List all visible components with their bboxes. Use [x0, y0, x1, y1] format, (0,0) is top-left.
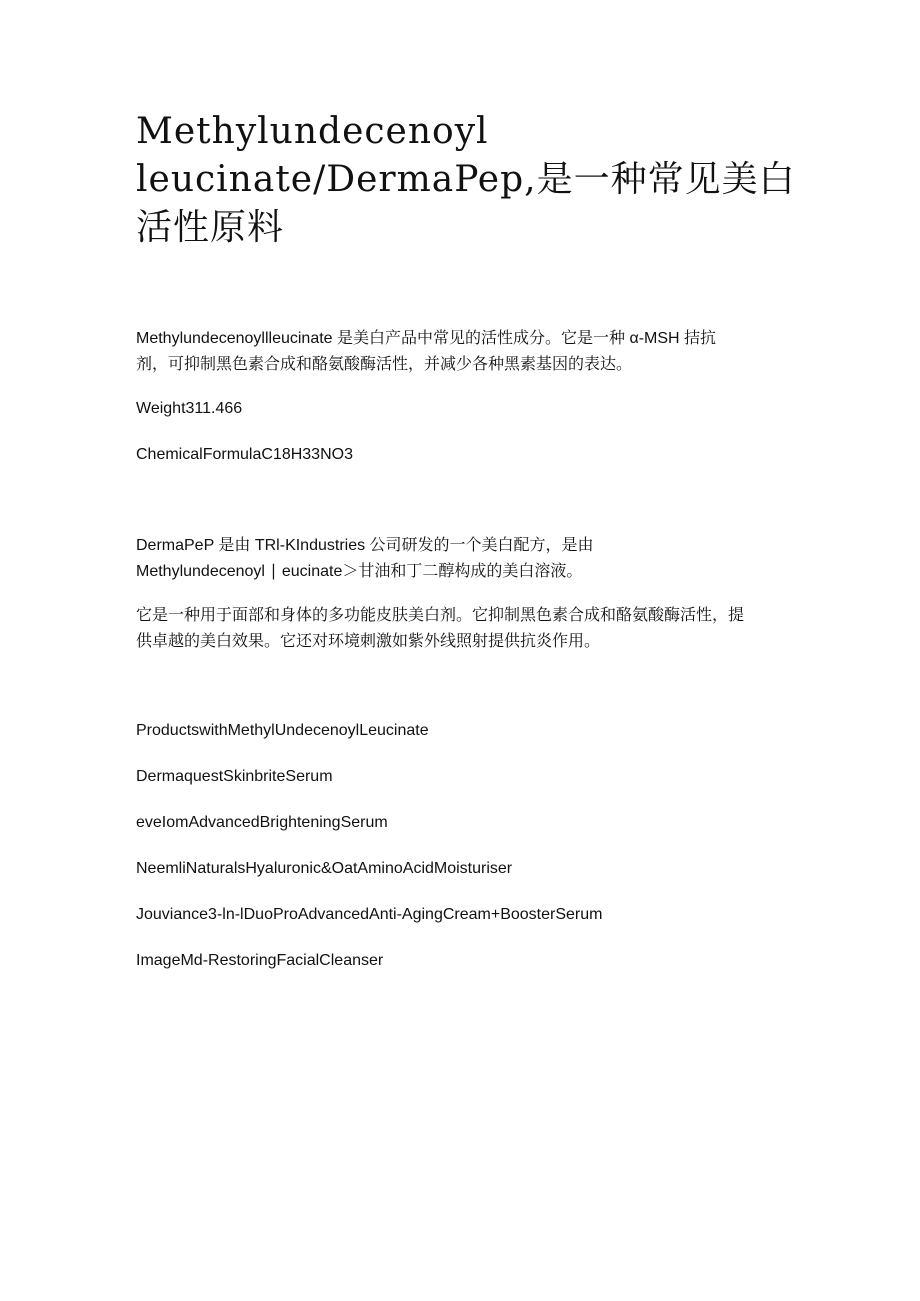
description-line-1: 它是一种用于面部和身体的多功能皮肤美白剂。它抑制黑色素合成和酪氨酸酶活性，提	[136, 607, 745, 624]
title-line-2: leucinate/DermaPep,是一种常见美白	[136, 159, 796, 200]
title-line-3: 活性原料	[136, 207, 285, 248]
intro-line-1: Methylundecenoyllleucinate 是美白产品中常见的活性成分。它是一种 α-MSH 拮抗	[136, 330, 717, 347]
products-heading: ProductswithMethylUndecenoylLeucinate	[136, 722, 429, 739]
dermapep-line-1: DermaPeP 是由 TRl-KIndustries 公司研发的一个美白配方，是由	[136, 537, 594, 554]
intro-paragraph	[136, 326, 716, 378]
product-item: eveIomAdvancedBrighteningSerum	[136, 814, 388, 831]
page-title	[136, 108, 796, 252]
title-line-1: Methylundecenoyl	[136, 111, 489, 152]
dermapep-line-2: Methylundecenoyl ∣ eucinate＞甘油和丁二醇构成的美白溶液。	[136, 563, 583, 580]
dermapep-paragraph	[136, 533, 594, 585]
product-item: Jouviance3-ln-lDuoProAdvancedAnti-AgingCream+BoosterSerum	[136, 906, 603, 923]
chemical-formula: ChemicalFormulaC18H33NO3	[136, 446, 353, 463]
product-item: ImageMd-RestoringFacialCleanser	[136, 952, 384, 969]
product-item: DermaquestSkinbriteSerum	[136, 768, 333, 785]
description-paragraph	[136, 603, 744, 655]
product-item: NeemliNaturalsHyaluronic&OatAminoAcidMoisturiser	[136, 860, 513, 877]
molecular-weight: Weight311.466	[136, 400, 243, 417]
intro-line-2: 剂，可抑制黑色素合成和酪氨酸酶活性，并减少各种黑素基因的表达。	[136, 356, 633, 373]
description-line-2: 供卓越的美白效果。它还对环境刺激如紫外线照射提供抗炎作用。	[136, 633, 601, 650]
